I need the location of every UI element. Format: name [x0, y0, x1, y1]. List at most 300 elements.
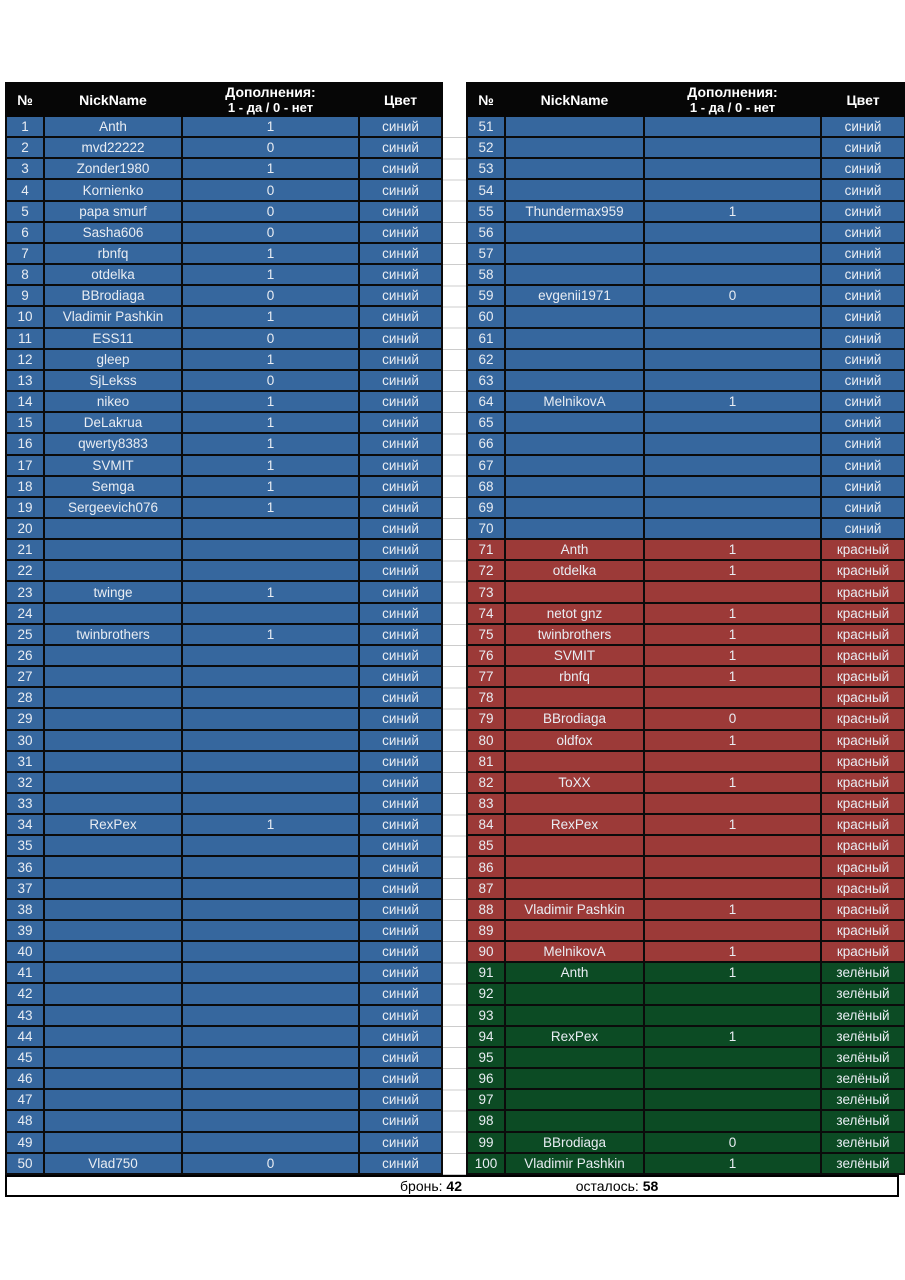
cell-add [182, 793, 359, 814]
cell-num: 2 [6, 137, 44, 158]
cell-add [644, 793, 821, 814]
cell-nick [505, 370, 644, 391]
cell-color: красный [821, 666, 905, 687]
cell-color: синий [821, 328, 905, 349]
cell-nick [505, 835, 644, 856]
cell-num: 93 [467, 1005, 505, 1026]
cell-num: 68 [467, 476, 505, 497]
cell-nick: MelnikovA [505, 941, 644, 962]
cell-nick: otdelka [505, 560, 644, 581]
cell-color: синий [359, 1132, 442, 1153]
table-row [6, 137, 442, 158]
table-row [467, 391, 905, 412]
cell-color: красный [821, 539, 905, 560]
cell-color: синий [821, 518, 905, 539]
cell-color: синий [821, 264, 905, 285]
cell-color: синий [359, 920, 442, 941]
table-row [6, 730, 442, 751]
cell-add [182, 856, 359, 877]
cell-add [182, 1089, 359, 1110]
cell-color: синий [359, 1005, 442, 1026]
cell-num: 32 [6, 772, 44, 793]
cell-color: синий [821, 179, 905, 200]
cell-add: 1 [182, 158, 359, 179]
cell-nick [44, 687, 182, 708]
cell-color: красный [821, 899, 905, 920]
cell-color: синий [359, 1089, 442, 1110]
cell-add [644, 878, 821, 899]
summary-bar [5, 1175, 899, 1197]
cell-nick [44, 1047, 182, 1068]
table-row [467, 624, 905, 645]
cell-num: 18 [6, 476, 44, 497]
cell-color: синий [359, 1068, 442, 1089]
cell-num: 71 [467, 539, 505, 560]
cell-num: 88 [467, 899, 505, 920]
cell-add [644, 1089, 821, 1110]
cell-num: 7 [6, 243, 44, 264]
table-row [6, 158, 442, 179]
cell-nick: Vladimir Pashkin [505, 899, 644, 920]
cell-nick: nikeo [44, 391, 182, 412]
table-row [467, 116, 905, 137]
cell-color: синий [359, 1153, 442, 1174]
cell-color: зелёный [821, 1110, 905, 1131]
cell-color: красный [821, 814, 905, 835]
cell-color: синий [359, 730, 442, 751]
reserved-label: бронь: [400, 1178, 443, 1194]
cell-nick: netot gnz [505, 603, 644, 624]
table-row [6, 328, 442, 349]
table-row [6, 560, 442, 581]
table-row [467, 412, 905, 433]
cell-add [182, 560, 359, 581]
cell-num: 90 [467, 941, 505, 962]
cell-add [644, 116, 821, 137]
cell-color: красный [821, 624, 905, 645]
cell-num: 36 [6, 856, 44, 877]
cell-num: 72 [467, 560, 505, 581]
cell-nick [505, 1110, 644, 1131]
cell-nick: RexPex [505, 1026, 644, 1047]
cell-nick [44, 878, 182, 899]
cell-add [182, 687, 359, 708]
cell-num: 74 [467, 603, 505, 624]
cell-nick [505, 137, 644, 158]
cell-num: 70 [467, 518, 505, 539]
cell-num: 49 [6, 1132, 44, 1153]
table-row [6, 751, 442, 772]
cell-num: 11 [6, 328, 44, 349]
table-row [6, 835, 442, 856]
cell-color: синий [359, 433, 442, 454]
cell-add [644, 264, 821, 285]
cell-num: 44 [6, 1026, 44, 1047]
table-row [467, 476, 905, 497]
column-header-add [182, 83, 359, 116]
cell-add: 1 [644, 603, 821, 624]
table-row [6, 285, 442, 306]
table-row [6, 1047, 442, 1068]
cell-add: 0 [182, 137, 359, 158]
cell-num: 23 [6, 581, 44, 602]
add-header-line2: 1 - да / 0 - нет [227, 100, 314, 115]
cell-num: 64 [467, 391, 505, 412]
cell-add [644, 433, 821, 454]
cell-num: 83 [467, 793, 505, 814]
cell-num: 65 [467, 412, 505, 433]
table-row [6, 1068, 442, 1089]
cell-add: 1 [644, 645, 821, 666]
cell-color: синий [359, 158, 442, 179]
cell-add: 1 [644, 201, 821, 222]
cell-nick [505, 1089, 644, 1110]
table-row [6, 1153, 442, 1174]
cell-color: синий [821, 222, 905, 243]
table-row [6, 899, 442, 920]
cell-num: 30 [6, 730, 44, 751]
cell-nick [505, 243, 644, 264]
table-row [467, 539, 905, 560]
table-row [467, 137, 905, 158]
cell-num: 87 [467, 878, 505, 899]
cell-color: синий [359, 624, 442, 645]
table-row [6, 201, 442, 222]
cell-nick [44, 666, 182, 687]
table-row [467, 581, 905, 602]
cell-num: 42 [6, 983, 44, 1004]
table-row [6, 920, 442, 941]
cell-add: 1 [644, 560, 821, 581]
cell-color: синий [359, 391, 442, 412]
cell-add [644, 581, 821, 602]
cell-color: синий [359, 137, 442, 158]
cell-add [644, 518, 821, 539]
cell-nick [44, 708, 182, 729]
cell-num: 48 [6, 1110, 44, 1131]
cell-num: 47 [6, 1089, 44, 1110]
table-gutter [443, 117, 466, 1176]
cell-color: синий [359, 306, 442, 327]
cell-add: 1 [644, 1153, 821, 1174]
cell-color: синий [359, 1110, 442, 1131]
cell-num: 1 [6, 116, 44, 137]
table-row [6, 370, 442, 391]
cell-num: 76 [467, 645, 505, 666]
cell-add: 0 [182, 328, 359, 349]
add-header-line1: Дополнения: [225, 84, 316, 100]
table-row [6, 687, 442, 708]
cell-color: синий [359, 856, 442, 877]
table-row [467, 1026, 905, 1047]
table-row [467, 1047, 905, 1068]
cell-add: 1 [644, 899, 821, 920]
cell-add: 1 [182, 476, 359, 497]
table-row [6, 412, 442, 433]
cell-add: 1 [182, 497, 359, 518]
cell-nick: twinbrothers [505, 624, 644, 645]
cell-color: синий [359, 687, 442, 708]
cell-num: 21 [6, 539, 44, 560]
cell-color: синий [359, 751, 442, 772]
cell-nick [44, 941, 182, 962]
cell-nick: Thundermax959 [505, 201, 644, 222]
cell-num: 38 [6, 899, 44, 920]
cell-nick: ToXX [505, 772, 644, 793]
cell-add: 1 [644, 941, 821, 962]
cell-add [644, 158, 821, 179]
cell-nick [505, 349, 644, 370]
table-row [6, 349, 442, 370]
cell-num: 25 [6, 624, 44, 645]
cell-color: синий [359, 1026, 442, 1047]
cell-nick [44, 856, 182, 877]
cell-color: красный [821, 793, 905, 814]
cell-nick: BBrodiaga [505, 708, 644, 729]
cell-add: 1 [644, 624, 821, 645]
table-row [467, 1110, 905, 1131]
table-row [467, 687, 905, 708]
cell-nick [505, 1068, 644, 1089]
cell-add [182, 878, 359, 899]
table-row [6, 306, 442, 327]
cell-add: 1 [182, 264, 359, 285]
cell-add [644, 412, 821, 433]
table-row [467, 1005, 905, 1026]
cell-nick [44, 1005, 182, 1026]
table-row [467, 370, 905, 391]
cell-color: синий [821, 116, 905, 137]
cell-add [182, 1047, 359, 1068]
cell-add [644, 983, 821, 1004]
cell-nick: SVMIT [44, 455, 182, 476]
cell-num: 46 [6, 1068, 44, 1089]
cell-num: 31 [6, 751, 44, 772]
cell-color: синий [359, 116, 442, 137]
cell-num: 50 [6, 1153, 44, 1174]
cell-color: зелёный [821, 1089, 905, 1110]
cell-color: красный [821, 772, 905, 793]
table-row [467, 179, 905, 200]
table-row [467, 222, 905, 243]
column-header-num: № [467, 83, 505, 116]
cell-nick [44, 772, 182, 793]
cell-add: 0 [644, 285, 821, 306]
cell-add [182, 941, 359, 962]
cell-num: 91 [467, 962, 505, 983]
table-row [467, 285, 905, 306]
cell-nick [505, 116, 644, 137]
table-row [6, 793, 442, 814]
cell-nick [505, 179, 644, 200]
cell-add [182, 835, 359, 856]
cell-color: красный [821, 603, 905, 624]
cell-nick: Vlad750 [44, 1153, 182, 1174]
reserved-count [7, 1177, 462, 1195]
table-row [467, 920, 905, 941]
cell-add [182, 708, 359, 729]
cell-nick [505, 328, 644, 349]
table-row [467, 328, 905, 349]
cell-add: 0 [182, 201, 359, 222]
cell-nick: Sergeevich076 [44, 497, 182, 518]
cell-color: синий [359, 941, 442, 962]
cell-nick: evgenii1971 [505, 285, 644, 306]
table-row [467, 814, 905, 835]
remaining-count [512, 1177, 722, 1195]
cell-num: 94 [467, 1026, 505, 1047]
cell-color: синий [359, 560, 442, 581]
cell-color: синий [359, 285, 442, 306]
cell-nick: RexPex [505, 814, 644, 835]
cell-num: 89 [467, 920, 505, 941]
cell-color: красный [821, 856, 905, 877]
table-row [6, 222, 442, 243]
cell-nick [44, 603, 182, 624]
cell-color: синий [359, 370, 442, 391]
table-row [6, 476, 442, 497]
cell-add: 1 [182, 412, 359, 433]
table-row [6, 1132, 442, 1153]
cell-num: 8 [6, 264, 44, 285]
cell-nick [505, 793, 644, 814]
table-row [467, 603, 905, 624]
cell-add: 1 [182, 814, 359, 835]
cell-num: 45 [6, 1047, 44, 1068]
table-row [6, 433, 442, 454]
table-row [6, 264, 442, 285]
cell-add [644, 476, 821, 497]
cell-color: синий [359, 264, 442, 285]
cell-add [644, 243, 821, 264]
table-row [467, 983, 905, 1004]
cell-add [182, 645, 359, 666]
cell-num: 99 [467, 1132, 505, 1153]
cell-num: 73 [467, 581, 505, 602]
cell-nick: twinbrothers [44, 624, 182, 645]
cell-nick: RexPex [44, 814, 182, 835]
cell-num: 14 [6, 391, 44, 412]
cell-color: синий [359, 666, 442, 687]
cell-num: 29 [6, 708, 44, 729]
cell-nick: Vladimir Pashkin [44, 306, 182, 327]
cell-color: синий [359, 179, 442, 200]
cell-add [182, 1026, 359, 1047]
cell-num: 9 [6, 285, 44, 306]
cell-add [644, 455, 821, 476]
table-row [6, 539, 442, 560]
table-row [6, 856, 442, 877]
table-row [467, 878, 905, 899]
cell-color: синий [359, 708, 442, 729]
cell-color: синий [359, 899, 442, 920]
cell-add [182, 962, 359, 983]
cell-add [182, 772, 359, 793]
cell-num: 86 [467, 856, 505, 877]
cell-color: синий [821, 201, 905, 222]
cell-num: 27 [6, 666, 44, 687]
cell-add [182, 666, 359, 687]
table-row [467, 708, 905, 729]
table-row [467, 201, 905, 222]
cell-nick: Semga [44, 476, 182, 497]
cell-num: 62 [467, 349, 505, 370]
cell-num: 40 [6, 941, 44, 962]
roster-table-left [5, 82, 443, 1175]
cell-num: 51 [467, 116, 505, 137]
cell-add [644, 328, 821, 349]
cell-color: синий [821, 243, 905, 264]
cell-color: синий [359, 835, 442, 856]
table-row [467, 158, 905, 179]
cell-nick [505, 476, 644, 497]
cell-add [644, 497, 821, 518]
cell-nick [44, 962, 182, 983]
cell-num: 85 [467, 835, 505, 856]
cell-num: 75 [467, 624, 505, 645]
table-row [6, 666, 442, 687]
cell-num: 59 [467, 285, 505, 306]
cell-nick [505, 158, 644, 179]
cell-nick: oldfox [505, 730, 644, 751]
cell-nick [505, 581, 644, 602]
cell-num: 12 [6, 349, 44, 370]
cell-nick [505, 518, 644, 539]
table-row [6, 624, 442, 645]
cell-add [182, 751, 359, 772]
cell-color: синий [359, 518, 442, 539]
cell-add: 0 [182, 222, 359, 243]
cell-num: 3 [6, 158, 44, 179]
cell-add [644, 1005, 821, 1026]
cell-color: синий [359, 793, 442, 814]
cell-num: 43 [6, 1005, 44, 1026]
cell-color: синий [821, 412, 905, 433]
cell-nick: Zonder1980 [44, 158, 182, 179]
cell-color: синий [821, 497, 905, 518]
cell-add: 1 [182, 116, 359, 137]
header-row [467, 83, 905, 116]
table-row [467, 433, 905, 454]
cell-nick [44, 920, 182, 941]
cell-color: синий [821, 137, 905, 158]
cell-num: 58 [467, 264, 505, 285]
cell-nick [505, 856, 644, 877]
cell-color: зелёный [821, 1068, 905, 1089]
cell-num: 4 [6, 179, 44, 200]
cell-nick [44, 518, 182, 539]
table-row [467, 455, 905, 476]
cell-color: синий [359, 603, 442, 624]
table-row [467, 497, 905, 518]
cell-add: 1 [182, 581, 359, 602]
cell-color: красный [821, 708, 905, 729]
cell-color: красный [821, 730, 905, 751]
cell-num: 10 [6, 306, 44, 327]
cell-num: 52 [467, 137, 505, 158]
table-row [6, 1110, 442, 1131]
cell-num: 26 [6, 645, 44, 666]
cell-nick: Anth [505, 539, 644, 560]
cell-num: 20 [6, 518, 44, 539]
table-row [6, 518, 442, 539]
table-row [467, 306, 905, 327]
table-row [6, 772, 442, 793]
cell-num: 66 [467, 433, 505, 454]
cell-num: 34 [6, 814, 44, 835]
cell-add: 0 [182, 370, 359, 391]
cell-nick: gleep [44, 349, 182, 370]
